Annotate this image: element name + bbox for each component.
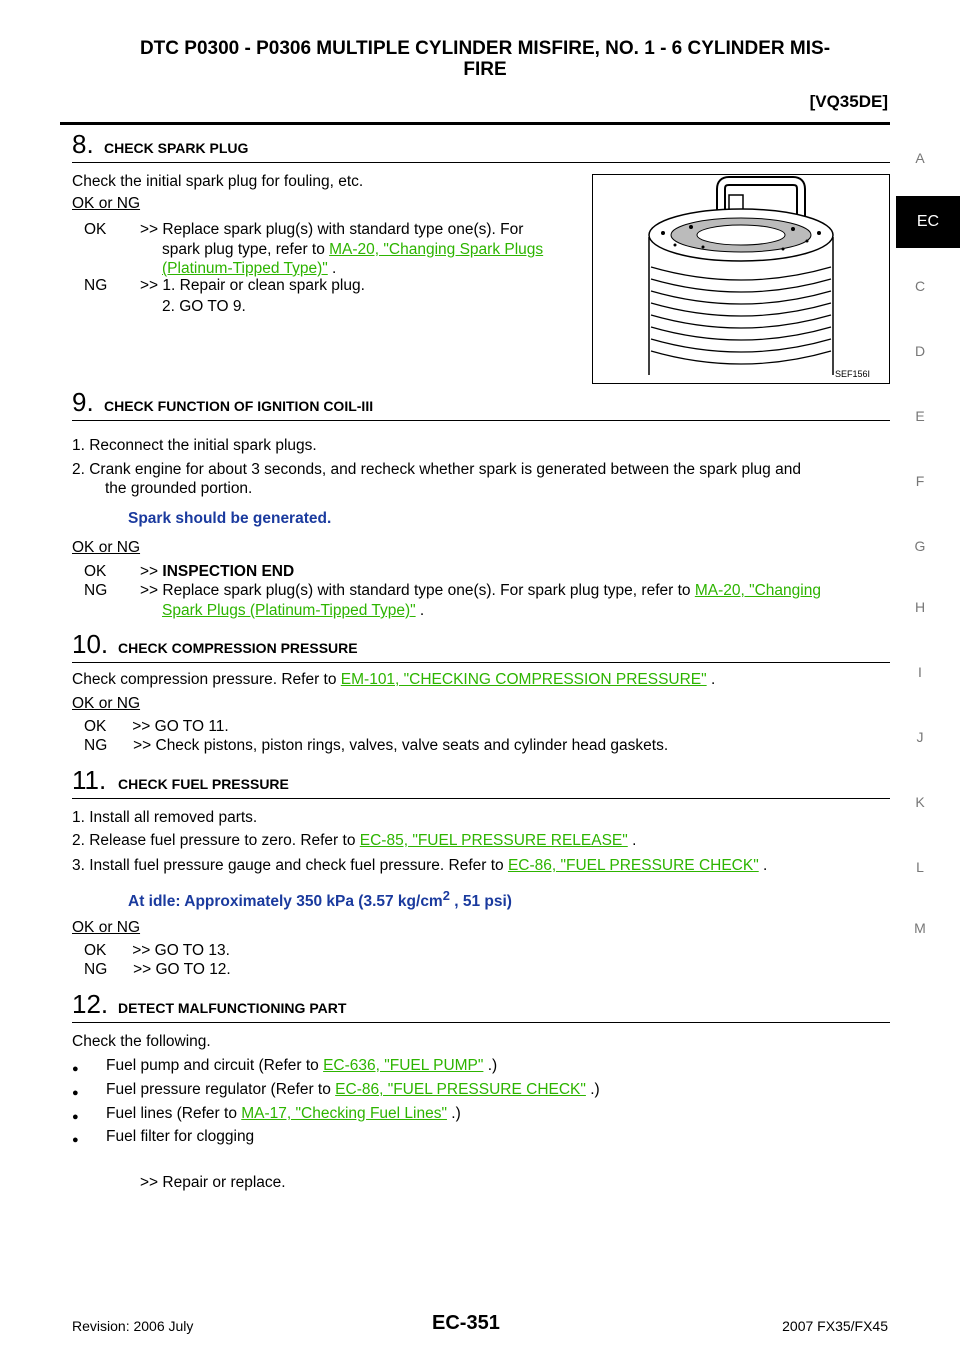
page-title-line1: DTC P0300 - P0306 MULTIPLE CYLINDER MISFIRE, NO. 1 - 6 CYLINDER MIS- (139, 38, 831, 59)
section-9-number: 9. (72, 387, 94, 417)
section-9-ok-row (140, 562, 294, 582)
section-9-ok-or-ng: OK or NG (72, 539, 141, 556)
section-8-ng-label: NG (84, 277, 108, 294)
section-11-step2 (72, 831, 636, 851)
check-item-link[interactable]: EC-86, "FUEL PRESSURE CHECK" (335, 1081, 586, 1098)
section-11-ok: OK >> GO TO 13. (84, 942, 230, 959)
section-10-ok: OK >> GO TO 11. (84, 718, 229, 735)
section-9-header (72, 387, 890, 421)
check-item-text: Fuel lines (Refer to (106, 1105, 242, 1122)
check-item (72, 1056, 872, 1076)
side-index-m[interactable]: M (914, 920, 926, 936)
section-8-ok-line1: >> Replace spark plug(s) with standard type one(s). For (140, 221, 524, 238)
section-11-step1: 1. Install all removed parts. (72, 809, 258, 826)
side-index-k[interactable]: K (915, 794, 925, 810)
page-title-line2: FIRE (463, 59, 507, 80)
section-10-tail: . (706, 671, 716, 688)
side-index-j[interactable]: J (916, 729, 924, 745)
section-8-number: 8. (72, 129, 94, 159)
side-index-f[interactable]: F (915, 473, 925, 489)
section-12-title: DETECT MALFUNCTIONING PART (118, 1000, 347, 1016)
side-index-i[interactable]: I (918, 664, 922, 680)
section-8-ng-line1: >> 1. Repair or clean spark plug. (140, 277, 365, 294)
section-8-title: CHECK SPARK PLUG (104, 140, 249, 156)
section-9-ok-arrow: >> (140, 563, 159, 580)
check-item-tail: .) (483, 1057, 498, 1074)
section-9-ng-tail: . (415, 602, 425, 619)
bullet-icon: ● (72, 1111, 79, 1123)
section-9-ng-text: >> Replace spark plug(s) with standard type one(s). For spark plug type, refer to (140, 582, 695, 599)
check-item-text: Fuel filter for clogging (106, 1128, 255, 1145)
section-12-number: 12. (72, 989, 109, 1019)
check-item-text: Fuel pressure regulator (Refer to (106, 1081, 336, 1098)
footer-revision: Revision: 2006 July (72, 1318, 194, 1334)
section-10-intro-text: Check compression pressure. Refer to (72, 671, 341, 688)
check-item-link[interactable]: EC-636, "FUEL PUMP" (323, 1057, 484, 1074)
bullet-icon: ● (72, 1087, 79, 1099)
section-11-spec-sup: 2 (442, 888, 450, 903)
section-8-ok-tail: . (327, 260, 337, 277)
side-index-h[interactable]: H (914, 599, 926, 615)
section-12-header (72, 989, 890, 1023)
section-11-spec-tail: , 51 psi) (449, 893, 512, 911)
section-9-step2-cont: the grounded portion. (105, 480, 253, 497)
section-8-intro: Check the initial spark plug for fouling, etc. (72, 173, 364, 190)
section-11-step2-tail: . (627, 832, 637, 849)
section-8-ok-text (140, 220, 584, 240)
section-9-ok-label: OK (84, 563, 107, 580)
section-10-intro (72, 670, 715, 690)
section-11-step2-link[interactable]: EC-85, "FUEL PRESSURE RELEASE" (359, 832, 628, 849)
section-11-spec (128, 888, 512, 911)
section-8-ok-refer: spark plug type, refer to (162, 241, 330, 258)
section-8-header (72, 129, 890, 163)
check-item-text: Fuel pump and circuit (Refer to (106, 1057, 324, 1074)
section-11-step3 (72, 856, 767, 876)
section-8-ok-link-cont[interactable]: (Platinum-Tipped Type)" (162, 260, 328, 277)
section-11-spec-text: At idle: Approximately 350 kPa (3.57 kg/cm (128, 893, 443, 911)
section-11-step2-text: 2. Release fuel pressure to zero. Refer to (72, 832, 360, 849)
header-rule (60, 122, 890, 125)
section-9-spec: Spark should be generated. (128, 510, 332, 527)
side-index-d[interactable]: D (914, 343, 926, 359)
section-11-header (72, 765, 890, 799)
side-index-ec[interactable]: EC (896, 196, 960, 248)
section-11-number: 11. (72, 765, 107, 795)
section-9-ng-link[interactable]: MA-20, "Changing (694, 582, 821, 599)
section-8-ng-line2: 2. GO TO 9. (162, 298, 246, 315)
check-item-tail: .) (446, 1105, 461, 1122)
side-index (896, 0, 960, 1358)
spark-plug-figure (592, 174, 890, 384)
section-11-ok-or-ng: OK or NG (72, 919, 141, 936)
side-index-a[interactable]: A (915, 150, 925, 166)
figure-caption: SEF156I (835, 369, 871, 379)
section-9-ng-link-cont[interactable]: Spark Plugs (Platinum-Tipped Type)" (162, 602, 416, 619)
section-10-ng: NG >> Check pistons, piston rings, valves, valve seats and cylinder head gaskets. (84, 737, 669, 754)
page-title (60, 38, 910, 80)
section-9-ng-row (140, 581, 821, 601)
section-11-step3-link[interactable]: EC-86, "FUEL PRESSURE CHECK" (507, 857, 759, 874)
bullet-icon: ● (72, 1134, 79, 1146)
section-11-step3-tail: . (758, 857, 768, 874)
engine-model: [VQ35DE] (809, 92, 888, 111)
side-index-c[interactable]: C (914, 278, 926, 294)
section-9-ng-label: NG (84, 582, 108, 599)
section-10-number: 10. (72, 629, 109, 659)
check-item (72, 1127, 872, 1147)
section-8-ok-link[interactable]: MA-20, "Changing Spark Plugs (329, 241, 544, 258)
bullet-icon: ● (72, 1063, 79, 1075)
section-11-step3-text: 3. Install fuel pressure gauge and check fuel pressure. Refer to (72, 857, 508, 874)
spark-plug-illustration (593, 175, 889, 383)
section-9-step1: 1. Reconnect the initial spark plugs. (72, 437, 317, 454)
check-item (72, 1080, 872, 1100)
section-12-intro: Check the following. (72, 1033, 211, 1050)
section-9-title: CHECK FUNCTION OF IGNITION COIL-III (104, 398, 374, 414)
check-item (72, 1104, 872, 1124)
section-9-ng-row2 (162, 601, 424, 621)
section-10-ok-or-ng: OK or NG (72, 695, 141, 712)
side-index-l[interactable]: L (916, 859, 924, 875)
side-index-g[interactable]: G (914, 538, 926, 554)
section-9-step2: 2. Crank engine for about 3 seconds, and recheck whether spark is generated between the spark plug and (72, 461, 801, 478)
section-9-ok-text: INSPECTION END (162, 563, 295, 580)
side-index-e[interactable]: E (915, 408, 925, 424)
check-item-link[interactable]: MA-17, "Checking Fuel Lines" (241, 1105, 447, 1122)
section-10-title: CHECK COMPRESSION PRESSURE (118, 640, 358, 656)
section-10-link[interactable]: EM-101, "CHECKING COMPRESSION PRESSURE" (340, 671, 707, 688)
section-8-ok-line2 (162, 240, 543, 260)
section-12-result: >> Repair or replace. (140, 1174, 286, 1191)
section-11-ng: NG >> GO TO 12. (84, 961, 231, 978)
section-10-header (72, 629, 890, 663)
footer-model: 2007 FX35/FX45 (782, 1318, 888, 1334)
section-8-ok-or-ng: OK or NG (72, 195, 141, 212)
section-8-ok-label: OK (84, 221, 107, 238)
page-number: EC-351 (432, 1312, 500, 1334)
section-11-title: CHECK FUEL PRESSURE (118, 776, 289, 792)
check-item-tail: .) (585, 1081, 600, 1098)
